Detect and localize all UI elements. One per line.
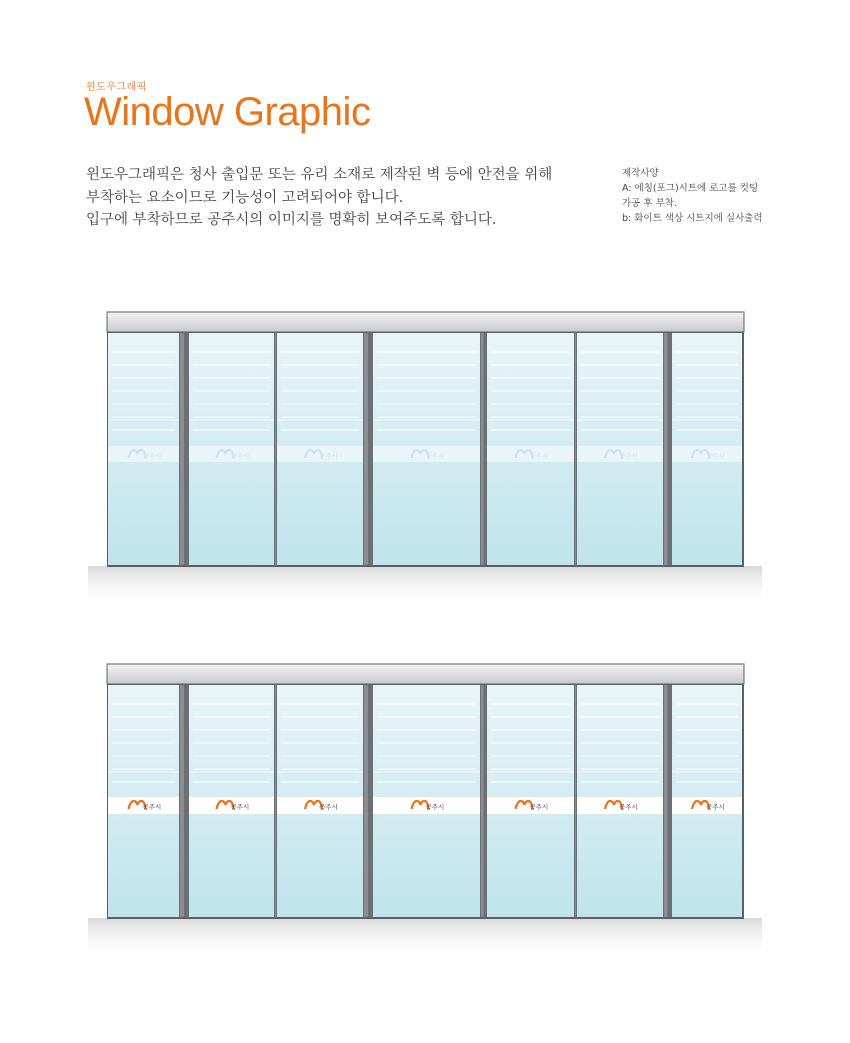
glass-panel: [577, 333, 663, 565]
glass-panel: [487, 333, 574, 565]
specification-item: A: 에칭(포그)시트에 로고를 컷팅: [622, 183, 759, 194]
description-line: 입구에 부착하므로 공주시의 이미지를 명확히 보여주도록 합니다.: [86, 212, 497, 228]
glass-panel: [487, 685, 574, 917]
specification-item: 가공 후 부착.: [622, 198, 677, 209]
description: [86, 164, 586, 232]
floor: [88, 566, 762, 605]
logo-text: 공주시: [706, 803, 725, 811]
logo-text: 공주시: [706, 452, 725, 460]
elevation-drawing: [88, 300, 762, 605]
logo-text: 공주시: [319, 452, 338, 460]
window-elevation-etching: [88, 300, 762, 605]
page-title: Window Graphic: [84, 90, 371, 134]
glass-panel: [277, 333, 363, 565]
logo-text: 공주시: [319, 803, 338, 811]
glass-panel: [672, 685, 742, 917]
glass-panel: [108, 685, 179, 917]
logo-text: 공주시: [529, 803, 549, 811]
window-elevation-white-sheet: [88, 652, 762, 957]
description-line: 윈도우그래픽은 청사 출입문 또는 유리 소재로 제작된 벽 등에 안전을 위해: [86, 167, 553, 183]
glass-panel: [373, 685, 480, 917]
glass-panel: [373, 333, 480, 565]
elevation-drawing: [88, 652, 762, 957]
glass-panel: [277, 685, 363, 917]
specification: [622, 166, 763, 226]
logo-text: 공주시: [619, 452, 638, 460]
logo-text: 공주시: [230, 803, 250, 811]
logo-text: 공주시: [142, 452, 162, 460]
floor: [88, 918, 762, 957]
logo-text: 공주시: [425, 803, 445, 811]
section-kicker: 윈도우그래픽: [86, 82, 147, 93]
glass-panel: [108, 333, 179, 565]
glass-panel: [189, 685, 274, 917]
logo-text: 공주시: [619, 803, 638, 811]
header-bar: [107, 664, 744, 684]
glass-panel: [577, 685, 663, 917]
glass-panel: [189, 333, 274, 565]
logo-text: 공주시: [425, 452, 445, 460]
specification-heading: 제작사양: [622, 168, 659, 179]
description-line: 부착하는 요소이므로 기능성이 고려되어야 합니다.: [86, 189, 404, 206]
logo-text: 공주시: [529, 452, 549, 460]
glass-panel: [672, 333, 742, 565]
header-bar: [107, 312, 744, 332]
logo-text: 공주시: [230, 452, 250, 460]
logo-text: 공주시: [142, 803, 162, 811]
specification-item: b: 화이트 색상 시트지에 실사출력: [622, 213, 763, 224]
